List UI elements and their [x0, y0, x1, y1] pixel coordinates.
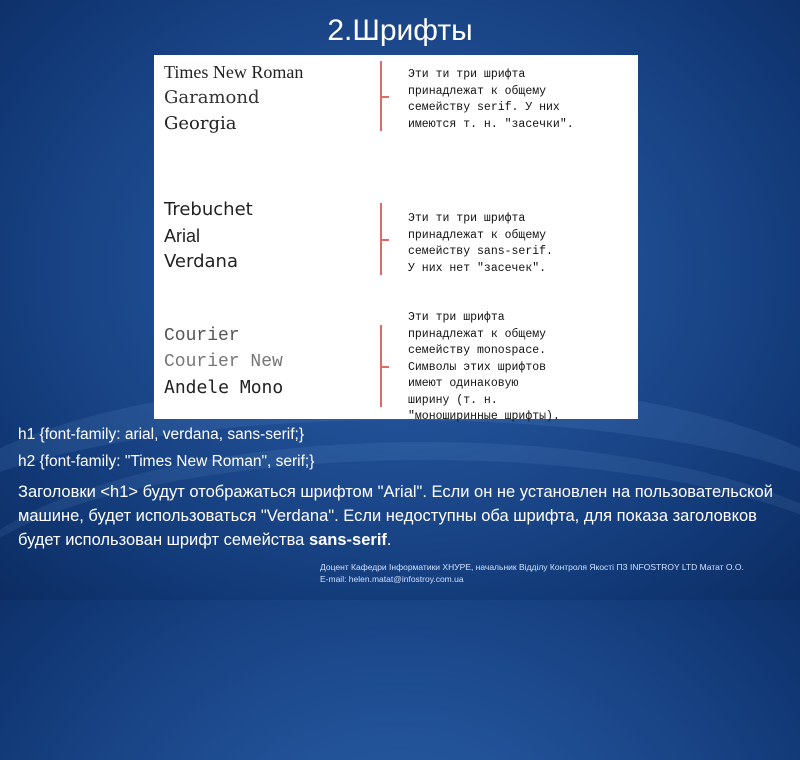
font-sample: Garamond — [164, 87, 260, 108]
paragraph-text: Заголовки <h1> будут отображаться шрифтом "Arial". Если он не установлен на пользовательской машине, будет использоваться "Verdana". Если недоступны оба шрифта, для показа заголовков будет использован шрифт семейства — [18, 483, 773, 549]
serif-font-group — [164, 59, 303, 137]
code-line: h1 {font-family: arial, verdana, sans-serif;} — [18, 426, 305, 443]
font-sample: Courier — [164, 326, 240, 346]
paragraph-bold-term: sans-serif — [308, 531, 387, 549]
author-footer — [320, 561, 744, 585]
code-line: h2 {font-family: "Times New Roman", serif;} — [18, 453, 315, 470]
group-description: Эти ти три шрифта принадлежат к общему семейству serif. У них имеются т. н. "засечки". — [408, 68, 574, 131]
paragraph-end: . — [386, 531, 392, 549]
font-sample: Verdana — [164, 251, 238, 272]
font-sample: Trebuchet — [164, 199, 253, 220]
font-sample: Courier New — [164, 352, 283, 372]
font-sample: Andele Mono — [164, 377, 284, 398]
explanation-paragraph — [18, 480, 788, 552]
sans-serif-font-group — [164, 197, 253, 275]
footer-line: Доцент Кафедри Інформатики ХНУРЕ, начальник Відділу Контроля Якості ПЗ INFOSTROY LTD Матат О.О. — [320, 562, 744, 572]
group-description: Эти ти три шрифта принадлежат к общему семейству sans-serif. У них нет "засечек". — [408, 212, 553, 275]
slide-title: 2.Шрифты — [327, 14, 473, 47]
footer-email: E-mail: helen.matat@infostroy.com.ua — [320, 574, 464, 584]
group-bracket — [380, 61, 394, 131]
group-description: Эти три шрифта принадлежат к общему семейству monospace. Символы этих шрифтов имеют одинаковую ширину (т. н. "моноширинные шрифты). — [408, 311, 560, 423]
group-bracket — [380, 325, 394, 407]
monospace-font-group — [164, 323, 283, 401]
group-bracket — [380, 203, 394, 275]
font-sample: Times New Roman — [164, 62, 304, 82]
font-sample: Arial — [164, 226, 201, 246]
font-sample: Georgia — [164, 113, 237, 134]
font-examples-image — [154, 55, 638, 423]
